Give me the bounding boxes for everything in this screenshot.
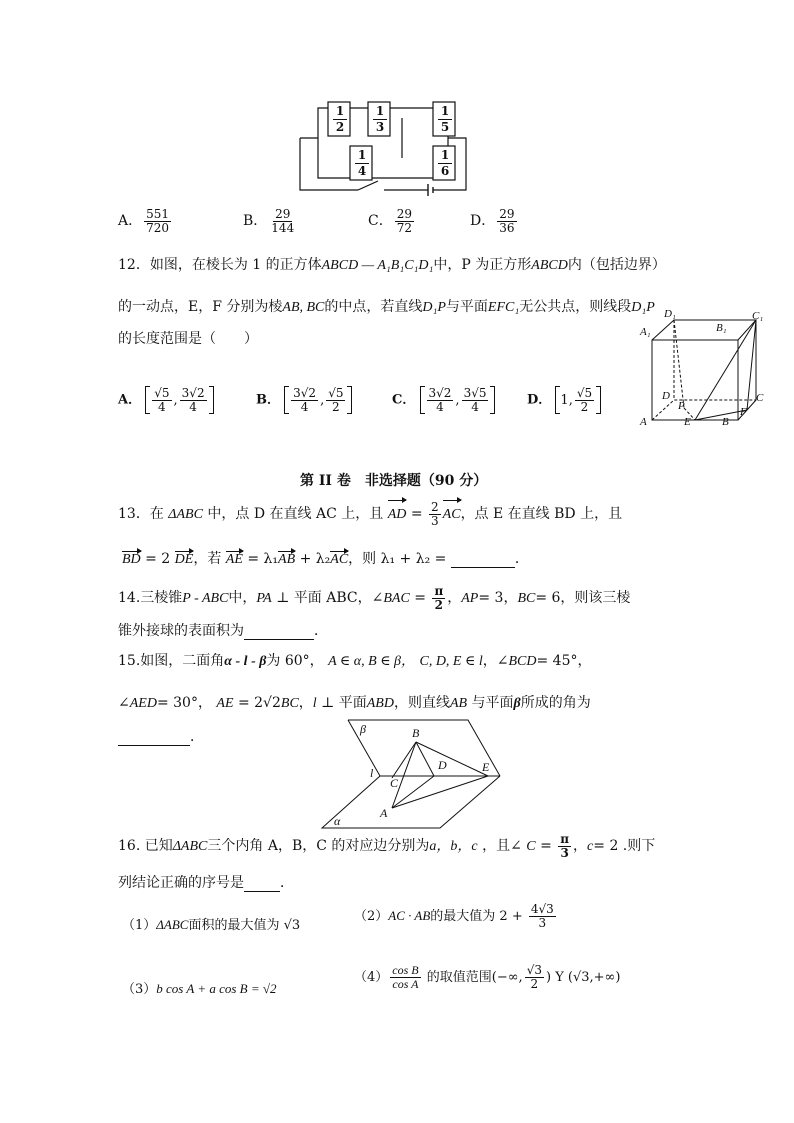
cube-label-c1: C₁ (752, 310, 764, 322)
fig15-label-alpha: α (334, 814, 341, 828)
q12-line3: 的长度范围是（ ） (118, 331, 258, 347)
q16-option-3[interactable]: （3）b cos A + a cos B = √2 (122, 981, 277, 997)
r3-den: 5 (440, 120, 450, 134)
q12-line1: 12．如图，在棱长为 1 的正方体ABCD — A₁B₁C₁D₁中，P 为正方形ABCD内（包括边界） (118, 257, 666, 273)
q16-option-4[interactable]: （4） $\frac{\text{cos B}}{\text{cos A}}$ 的取值范围(−∞, $\frac{√3}{2}$ ) Y (√3,+∞) (354, 963, 621, 991)
r2-den: 3 (375, 120, 385, 134)
q12-line2: 的一动点，E，F 分别为棱AB, BC的中点，若直线D₁P与平面EFC₁无公共点，则线段D₁P (118, 299, 655, 315)
cube-label-a1: A₁ (640, 326, 651, 338)
q16-answer-blank[interactable] (244, 875, 280, 892)
q13-line2: BD = 2 DE，若 AE = λ₁AB + λ₂AC，则 λ₁ + λ₂ = ． (122, 551, 529, 567)
fig15-label-e: E (482, 760, 490, 774)
q14-answer-blank[interactable] (244, 623, 314, 640)
q15-line3: ． (118, 726, 204, 746)
fig15-label-c: C (390, 776, 399, 790)
r5-den: 6 (440, 164, 450, 178)
q12-option-c[interactable]: C． $\frac{3√2}{4}$ , $\frac{3√5}{4}$ (392, 386, 495, 414)
fig15-label-b: B (412, 726, 420, 740)
cube-label-d: D (662, 390, 670, 402)
cube-label-b1: B₁ (716, 322, 727, 334)
q16-line2: 列结论正确的序号是 ． (118, 875, 294, 891)
r5-num: 1 (438, 148, 452, 164)
q15-line1: 15.如图，二面角α - l - β为 60°， A ∈ α, B ∈ β， C, D, E ∈ l，∠BCD= 45°， (118, 653, 592, 669)
q14-line1: 14.三棱锥P - ABC中，PA ⊥ 平面 ABC，∠BAC = $\frac{\pi}{2}$ ，AP= 3，BC= 6，则该三棱 (118, 583, 631, 612)
fig15-label-d: D (438, 758, 447, 772)
q15-answer-blank[interactable] (118, 729, 190, 746)
q11-option-c[interactable]: C． $\frac{29}{72}$ (368, 206, 412, 235)
fig15-label-a: A (380, 806, 388, 820)
q11-options (118, 206, 173, 236)
q13-answer-blank[interactable] (451, 551, 515, 568)
r1-den: 2 (335, 120, 345, 134)
cube-label-p: P (678, 400, 685, 412)
q16-option-2[interactable]: （2）AC · AB的最大值为 2 + $\frac{4√3}{3}$ (354, 902, 554, 930)
cube-label-a: A (640, 416, 647, 428)
r1-num: 1 (333, 104, 347, 120)
q11-option-b[interactable]: B． $\frac{29}{144}$ (243, 206, 295, 235)
q16-line1: 16. 已知ΔABC三个内角 A，B，C 的对应边分别为a，b，c ，且∠ C = $\frac{\pi}{3}$ ，c= 2 .则下 (118, 831, 656, 860)
q13-line1: 13．在 ΔABC 中，点 D 在直线 AC 上，且 AD = $\frac{2}{3}$ AC，点 E 在直线 BD 上，且 (118, 499, 623, 528)
r2-num: 1 (373, 104, 387, 120)
fig15-label-beta: β (360, 722, 366, 736)
r4-den: 4 (357, 164, 367, 178)
q14-line2: 锥外接球的表面积为 ． (118, 623, 328, 639)
q12-option-d[interactable]: D． 1, $\frac{√5}{2}$ (527, 386, 601, 414)
cube-label-e: E (684, 416, 691, 428)
cube-label-c: C (756, 392, 764, 404)
q12-option-b[interactable]: B． $\frac{3√2}{4}$ , $\frac{√5}{2}$ (256, 386, 352, 414)
cube-label-d1: D₁ (664, 308, 676, 320)
cube-label-f: F (740, 406, 747, 418)
q16-option-1[interactable]: （1）ΔABC面积的最大值为 √3 (122, 917, 301, 933)
q15-line2: ∠AED= 30°， AE = 2√2BC，l ⊥ 平面ABD，则直线AB 与平面β所成的角为 (118, 695, 591, 711)
fig15-label-l: l (370, 766, 374, 780)
r4-num: 1 (355, 148, 369, 164)
q11-option-a[interactable]: A． $\frac{551}{720}$ (118, 206, 170, 235)
q11-option-d[interactable]: D． $\frac{29}{36}$ (470, 206, 515, 235)
q12-option-a[interactable]: A． $\frac{√5}{4}$ , $\frac{3√2}{4}$ (118, 386, 214, 414)
cube-figure (640, 312, 770, 430)
r3-num: 1 (438, 104, 452, 120)
section-title: 第 II 卷 非选择题（90 分） (300, 473, 488, 489)
cube-label-b: B (722, 416, 729, 428)
